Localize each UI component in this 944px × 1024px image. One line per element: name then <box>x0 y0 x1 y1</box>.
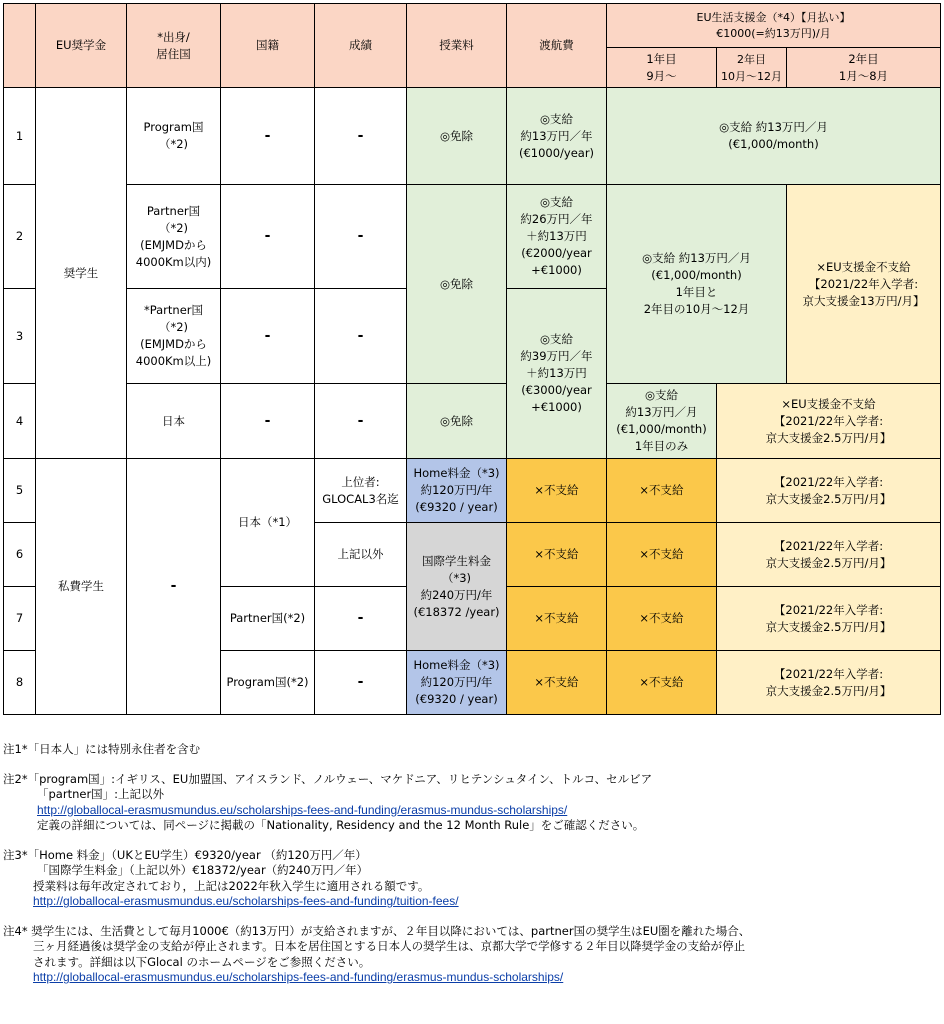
nationality-program: Program国(*2) <box>221 651 315 715</box>
row-number: 2 <box>4 185 36 289</box>
travel-r1: ◎支給 約13万円／年 (€1000/year) <box>507 88 607 185</box>
row-number: 6 <box>4 523 36 587</box>
group-scholar: 奨学生 <box>36 88 127 459</box>
row-number: 3 <box>4 289 36 384</box>
origin-japan: 日本 <box>127 384 221 459</box>
header-travel: 渡航費 <box>507 4 607 88</box>
living-r2-r3: ◎支給 約13万円／月 (€1,000/month) 1年目と 2年目の10月～12月 <box>607 185 787 384</box>
grades-top: 上位者: GLOCAL3名迄 <box>315 459 407 523</box>
living-year1-not-paid: ×不支給 <box>607 587 717 651</box>
header-origin: *出身/ 居住国 <box>127 4 221 88</box>
travel-r2: ◎支給 約26万円／年 ＋約13万円 (€2000/year +€1000) <box>507 185 607 289</box>
note-3-line-1: 注3*「Home 料金」（UKとEU学生）€9320/year （約120万円／年） <box>3 847 367 862</box>
note-2-link[interactable]: http://globallocal-erasmusmundus.eu/scholarships-fees-and-funding/erasmus-mundus-scholarships/ <box>37 802 568 817</box>
grades-other: 上記以外 <box>315 523 407 587</box>
note-3 <box>3 848 933 910</box>
nationality-dash: - <box>221 185 315 289</box>
grades-dash: - <box>315 185 407 289</box>
living-private-support: 【2021/22年入学者: 京大支援金2.5万円/月】 <box>717 459 941 523</box>
note-4-line-2: 三ヶ月経過後は奨学金の支給が停止されます。日本を居住国とする日本人の奨学生は、京都大学で学修する２年目以降奨学金の支給が停止 <box>33 939 746 953</box>
header-year1: 1年目 9月～ <box>607 48 717 88</box>
footnotes <box>3 742 933 1000</box>
header-nationality: 国籍 <box>221 4 315 88</box>
private-origin-dash: - <box>127 459 221 715</box>
grades-dash: - <box>315 651 407 715</box>
origin-program: Program国 （*2) <box>127 88 221 185</box>
origin-partner-far: *Partner国 （*2) (EMJMDから 4000Km以上) <box>127 289 221 384</box>
tuition-exempt: ◎免除 <box>407 384 507 459</box>
note-1 <box>3 742 933 758</box>
header-grades: 成績 <box>315 4 407 88</box>
tuition-exempt: ◎免除 <box>407 185 507 384</box>
travel-not-paid: ×不支給 <box>507 587 607 651</box>
living-r2-r3-year2b: ×EU支援金不支給 【2021/22年入学者: 京大支援金13万円/月】 <box>787 185 941 384</box>
note-3-line-3: 授業料は毎年改定されており，上記は2022年秋入学生に適用される額です。 <box>33 878 430 893</box>
grades-dash: - <box>315 88 407 185</box>
living-private-support: 【2021/22年入学者: 京大支援金2.5万円/月】 <box>717 651 941 715</box>
nationality-dash: - <box>221 384 315 459</box>
living-private-support: 【2021/22年入学者: 京大支援金2.5万円/月】 <box>717 587 941 651</box>
tuition-home: Home料金（*3) 約120万円/年 (€9320 / year) <box>407 651 507 715</box>
living-year1-not-paid: ×不支給 <box>607 459 717 523</box>
grades-dash: - <box>315 289 407 384</box>
nationality-dash: - <box>221 88 315 185</box>
living-r4-rest: ×EU支援金不支給 【2021/22年入学者: 京大支援金2.5万円/月】 <box>717 384 941 459</box>
note-2 <box>3 772 933 834</box>
note-2-line-1: 注2*「program国」:イギリス、EU加盟国、アイスランド、ノルウェー、マケドニア、リヒテンシュタイン、トルコ、セルビア <box>3 771 653 786</box>
scholarship-table <box>3 3 941 715</box>
note-4-line-1: 注4* 奨学生には、生活費として毎月1000€（約13万円）が支給されますが、２年目以降においては、partner国の奨学生はEU圏を離れた場合、 <box>3 923 751 938</box>
living-r1: ◎支給 約13万円／月 (€1,000/month) <box>607 88 941 185</box>
travel-not-paid: ×不支給 <box>507 651 607 715</box>
grades-dash: - <box>315 587 407 651</box>
note-4 <box>3 924 933 986</box>
tuition-exempt: ◎免除 <box>407 88 507 185</box>
note-2-line-2: 「partner国」:上記以外 <box>37 787 165 801</box>
living-year1-not-paid: ×不支給 <box>607 651 717 715</box>
note-2-line-3: 定義の詳細については、同ページに掲載の「Nationality, Residency and the 12 Month Rule」をご確認ください。 <box>37 818 645 832</box>
header-eu-scholarship: EU奨学金 <box>36 4 127 88</box>
travel-not-paid: ×不支給 <box>507 523 607 587</box>
travel-r3-r4: ◎支給 約39万円／年 ＋約13万円 (€3000/year +€1000) <box>507 289 607 459</box>
header-year2-jan-aug: 2年目 1月～8月 <box>787 48 941 88</box>
row-number: 4 <box>4 384 36 459</box>
row-number: 1 <box>4 88 36 185</box>
header-living-support: EU生活支援金（*4）【月払い】 €1000(=約13万円)/月 <box>607 4 941 48</box>
origin-partner-near: Partner国 （*2) (EMJMDから 4000Km以内) <box>127 185 221 289</box>
note-4-line-3: されます。詳細は以下Glocal のホームページをご参照ください。 <box>33 954 371 969</box>
nationality-japan: 日本（*1） <box>221 459 315 587</box>
row-number: 7 <box>4 587 36 651</box>
note-3-link[interactable]: http://globallocal-erasmusmundus.eu/scholarships-fees-and-funding/tuition-fees/ <box>33 894 459 908</box>
nationality-dash: - <box>221 289 315 384</box>
living-r4-year1: ◎支給 約13万円／月 (€1,000/month) 1年目のみ <box>607 384 717 459</box>
row-number: 5 <box>4 459 36 523</box>
living-year1-not-paid: ×不支給 <box>607 523 717 587</box>
nationality-partner: Partner国(*2) <box>221 587 315 651</box>
note-1-text: 注1*「日本人」には特別永住者を含む <box>3 742 201 756</box>
travel-not-paid: ×不支給 <box>507 459 607 523</box>
row-number: 8 <box>4 651 36 715</box>
tuition-home: Home料金（*3) 約120万円/年 (€9320 / year) <box>407 459 507 523</box>
note-4-link[interactable]: http://globallocal-erasmusmundus.eu/scholarships-fees-and-funding/erasmus-mundus-scholarships/ <box>33 970 564 984</box>
header-no <box>4 4 36 88</box>
tuition-international: 国際学生料金 （*3) 約240万円/年 (€18372 /year) <box>407 523 507 651</box>
grades-dash: - <box>315 384 407 459</box>
note-3-line-2: 「国際学生料金」（上記以外）€18372/year（約240万円／年） <box>37 863 369 877</box>
header-tuition: 授業料 <box>407 4 507 88</box>
group-private: 私費学生 <box>36 459 127 715</box>
header-year2-oct-dec: 2年目 10月～12月 <box>717 48 787 88</box>
living-private-support: 【2021/22年入学者: 京大支援金2.5万円/月】 <box>717 523 941 587</box>
